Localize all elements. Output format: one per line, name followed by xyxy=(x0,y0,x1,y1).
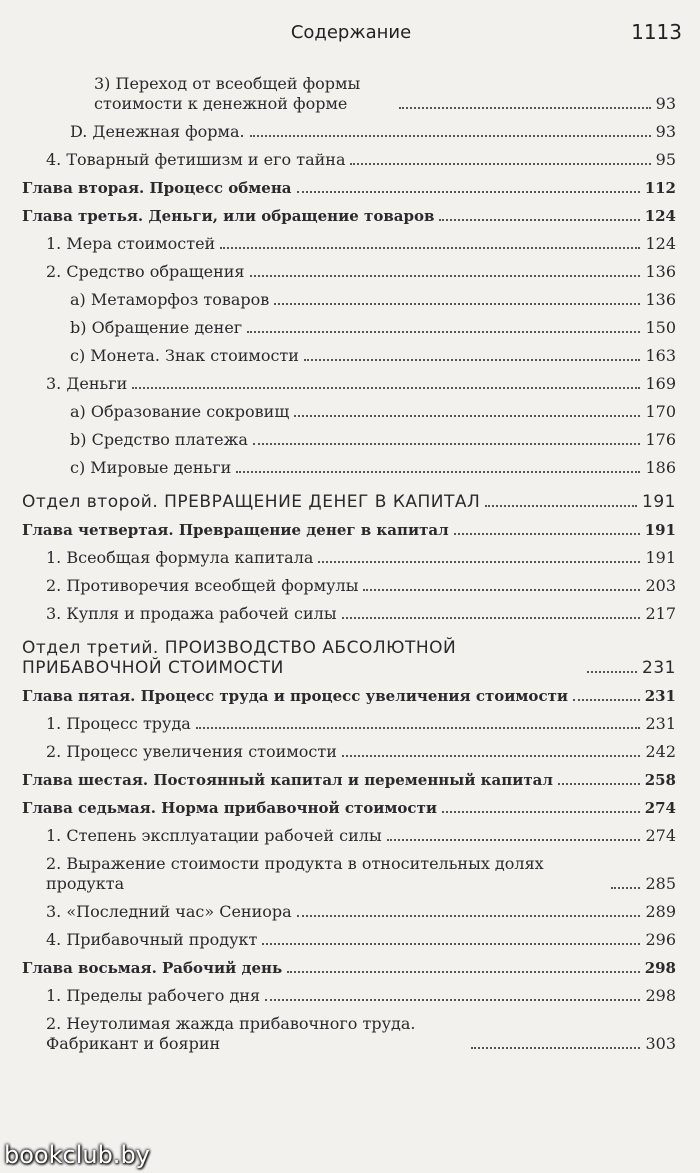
toc-chapter: Глава пятая. Процесс труда и процесс увеличения стоимости 231 xyxy=(22,687,676,705)
toc-chapter: Глава седьмая. Норма прибавочной стоимости 274 xyxy=(22,799,676,817)
toc-entry: b) Средство платежа 176 xyxy=(70,430,676,449)
toc-chapter: Глава восьмая. Рабочий день 298 xyxy=(22,959,676,977)
toc-entry: c) Монета. Знак стоимости 163 xyxy=(70,346,676,365)
toc-entry: 1. Всеобщая формула капитала 191 xyxy=(46,548,676,567)
toc-chapter: Глава вторая. Процесс обмена 112 xyxy=(22,179,676,197)
toc-entry: 3. Купля и продажа рабочей силы 217 xyxy=(46,604,676,623)
toc-part: Отдел третий. ПРОИЗВОДСТВО АБСОЛЮТНОЙ ПРИБАВОЧНОЙ СТОИМОСТИ 231 xyxy=(22,638,676,678)
toc-entry: 3. Деньги 169 xyxy=(46,374,676,393)
toc-entry: D. Денежная форма. 93 xyxy=(70,122,676,141)
toc-entry: 2. Процесс увеличения стоимости 242 xyxy=(46,742,676,761)
page-number: 1113 xyxy=(631,20,682,44)
toc-entry: 3. «Последний час» Сениора 289 xyxy=(46,902,676,921)
toc-entry: b) Обращение денег 150 xyxy=(70,318,676,337)
toc-chapter: Глава шестая. Постоянный капитал и переменный капитал 258 xyxy=(22,771,676,789)
running-title: Содержание xyxy=(290,22,412,43)
watermark-logo: bookclub.by xyxy=(4,1141,150,1169)
toc-entry: 2. Средство обращения 136 xyxy=(46,262,676,281)
toc-entry: 1. Степень эксплуатации рабочей силы 274 xyxy=(46,826,676,845)
toc-part: Отдел второй. ПРЕВРАЩЕНИЕ ДЕНЕГ В КАПИТАЛ 191 xyxy=(22,492,676,512)
toc-entry: 2. Неутолимая жажда прибавочного труда. Фабрикант и боярин 303 xyxy=(46,1014,676,1053)
page-header xyxy=(20,18,682,58)
toc-chapter: Глава третья. Деньги, или обращение товаров 124 xyxy=(22,207,676,225)
toc-entry: 1. Процесс труда 231 xyxy=(46,714,676,733)
toc-entry: 2. Противоречия всеобщей формулы 203 xyxy=(46,576,676,595)
toc-entry: a) Образование сокровищ 170 xyxy=(70,402,676,421)
toc-entry: 1. Мера стоимостей 124 xyxy=(46,234,676,253)
table-of-contents xyxy=(22,74,676,1062)
toc-entry: a) Метаморфоз товаров 136 xyxy=(70,290,676,309)
toc-chapter: Глава четвертая. Превращение денег в капитал 191 xyxy=(22,521,676,539)
toc-entry: 3) Переход от всеобщей формы стоимости к денежной форме 93 xyxy=(94,74,676,113)
toc-entry: 4. Прибавочный продукт 296 xyxy=(46,930,676,949)
toc-entry: 4. Товарный фетишизм и его тайна 95 xyxy=(46,150,676,169)
toc-entry: c) Мировые деньги 186 xyxy=(70,458,676,477)
toc-entry: 2. Выражение стоимости продукта в относительных долях продукта 285 xyxy=(46,854,676,893)
toc-entry: 1. Пределы рабочего дня 298 xyxy=(46,986,676,1005)
